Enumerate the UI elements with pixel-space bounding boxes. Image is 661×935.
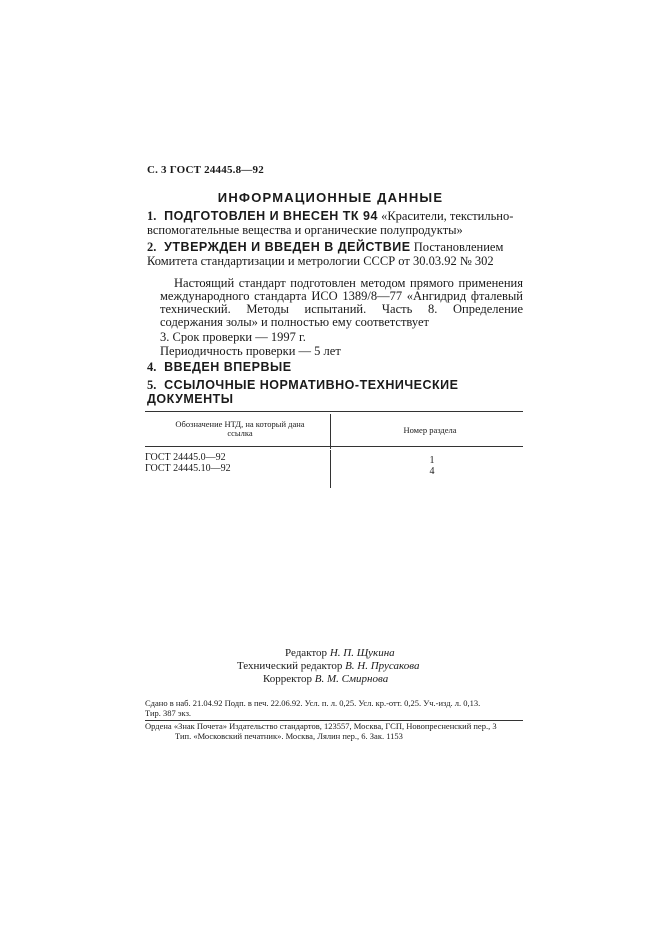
table-header-rule [145,446,523,447]
table-cell-document: ГОСТ 24445.0—92 [145,452,226,463]
item-1 [147,209,523,237]
imprint-print-data: Сдано в наб. 21.04.92 Подп. в печ. 22.06.92. Усл. п. л. 0,25. Усл. кр.-отт. 0,25. Уч.-изд. л. 0,13. [145,698,481,708]
table-header-document: Обозначение НТД, на который дана ссылка [175,419,305,438]
table-row [145,452,226,463]
item-5 [147,378,523,406]
table-row [145,463,231,474]
table-body-divider [330,450,331,488]
credit-name: В. М. Смирнова [314,673,389,685]
item-2 [147,240,523,268]
imprint-circulation: Тир. 387 экз. [145,708,192,718]
item-4 [147,360,523,374]
item-heading: УТВЕРЖДЕН И ВВЕДЕН В ДЕЙСТВИЕ [164,240,411,254]
item-heading: ПОДГОТОВЛЕН И ВНЕСЕН ТК 94 [164,209,378,223]
item-number: 5. [147,378,157,392]
table-header-section: Номер раздела [403,425,457,435]
table-header-divider [330,414,331,449]
table-cell-document: ГОСТ 24445.10—92 [145,463,231,474]
imprint-printer: Тип. «Московский печатник». Москва, Лялин пер., 6. Зак. 1153 [175,731,403,741]
item-number: 4. [147,360,157,374]
item-number: 2. [147,240,157,254]
imprint-publisher: Ордена «Знак Почета» Издательство стандартов, 123557, Москва, ГСП, Новопресненский пер., 3 [145,721,497,731]
credit-name: Н. П. Щукина [329,647,395,659]
page-header: С. 3 ГОСТ 24445.8—92 [147,164,264,176]
credit-proofreader [263,672,388,686]
item-number: 1. [147,209,157,223]
credit-technical-editor [237,659,419,673]
item-text: «Красители, текстильно-вспомогательные вещества и органические полупродукты» [147,209,514,237]
review-period: 3. Срок проверки — 1997 г. [160,330,306,344]
credit-name: В. Н. Прусакова [345,660,420,672]
standard-note: Настоящий стандарт подготовлен методом прямого применения международного стандарта ИСО 1389/8—77 «Ангидрид фталевый технический. Методы испытаний. Часть 8. Определение содержания золы» и полностью ему соответствует [160,276,523,329]
item-heading: ССЫЛОЧНЫЕ НОРМАТИВНО-ТЕХНИЧЕСКИЕ ДОКУМЕНТЫ [147,378,459,406]
table-top-rule [145,411,523,412]
credit-role: Редактор [285,647,328,659]
table-cell-section: 4 [429,466,435,477]
credit-role: Корректор [263,673,313,685]
credit-editor [285,646,395,660]
item-heading: ВВЕДЕН ВПЕРВЫЕ [164,360,292,374]
section-title: ИНФОРМАЦИОННЫЕ ДАННЫЕ [217,190,444,205]
table-cell-section: 1 [429,455,435,466]
review-frequency: Периодичность проверки — 5 лет [160,344,341,358]
item-text: Постановлением Комитета стандартизации и метрологии СССР от 30.03.92 № 302 [147,240,504,268]
credit-role: Технический редактор [237,660,343,672]
